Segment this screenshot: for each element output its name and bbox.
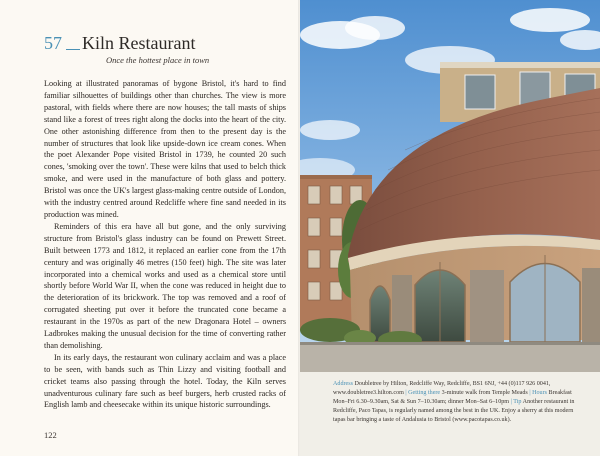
entry-title: Kiln Restaurant (82, 33, 196, 53)
body-paragraph-2: Reminders of this era have all but gone, and the only surviving structure from Bristol's glass industry can be found on Prewett Street. Built between 1773 and 1812, it replaced an earlier cone from the 17th century and was originally 46 metres (150 feet) high. The site was later incorporated into a chemical works and used as a chemical store until shortly before World War II, when the cone was reduced in height due to the deterioration of its brickwork. The top was removed and a roof of corrugated sheeting put over it before the truncated cone became a restaurant in the 1970s as part of the new Dragonara Hotel – owners Ladbrokes making the unusual decision for the time of converting rather than demolishing. (44, 221, 286, 350)
getting-there-value: 3-minute walk from Temple Meads (441, 390, 528, 396)
page-number: 122 (44, 430, 57, 440)
right-page (300, 0, 600, 456)
hours-label: Hours (532, 390, 547, 396)
body-paragraph-1: Looking at illustrated panoramas of bygone Bristol, it's hard to find familiar silhouettes of buildings other than churches. The view is more pastoral, with fields where there are now houses; the tall masts of ships stand like a forest of trees right along the docks into the heart of the city. One other astonishing difference from then to the present day is the number of structures that look like upside-down ice cream cones. When the poet Alexander Pope visited Bristol in 1739, he counted 20 such cones, 'smoking over the town'. These were kilns that used to belch thick smoke, and were used in the manufacture of both glass and pottery. Bristol was once the UK's largest glass-making centre outside of London, with the industry centred around Redcliffe where fine sand needed in its production was mined. (44, 79, 286, 219)
separator: | (405, 390, 407, 396)
entry-subtitle: Once the hottest place in town (106, 55, 210, 65)
tip-label: Tip (513, 399, 522, 405)
info-panel-text (333, 380, 587, 425)
getting-there-label: Getting there (408, 390, 441, 396)
hours-value: Breakfast Mon–Fri 6.30–9.30am, Sat & Sun 7–10.30am; dinner Mon–Sat 6–10pm (333, 390, 572, 405)
entry-number-rule (66, 49, 80, 50)
tip-value: Another restaurant in Redcliffe, Paco Tapas, is regularly named among the best in the UK. Enjoy a sherry at this modern tapas bar bringing a taste of Andalusia to Bristol (www.pacotapas.co.uk). (333, 399, 575, 423)
body-paragraph-3: In its early days, the restaurant won culinary acclaim and was a place to be seen, with bands such as Thin Lizzy and visiting football and cricket teams also passing through the hotel. Today, the Kiln serves unadventurous culinary fare such as beef burgers, herb crusted racks of English lamb and cheesecake within its unique historic surroundings. (44, 352, 286, 410)
address-label: Address (333, 381, 353, 387)
entry-number: 57 (44, 33, 62, 53)
body-text (44, 78, 286, 411)
separator: | (510, 399, 512, 405)
kiln-restaurant-photo (300, 0, 600, 372)
address-value: Doubletree by Hilton, Redcliffe Way, Redcliffe, BS1 6NJ, +44 (0)117 926 0041, www.doubletree3.hilton.com (333, 381, 551, 396)
separator: | (529, 390, 531, 396)
